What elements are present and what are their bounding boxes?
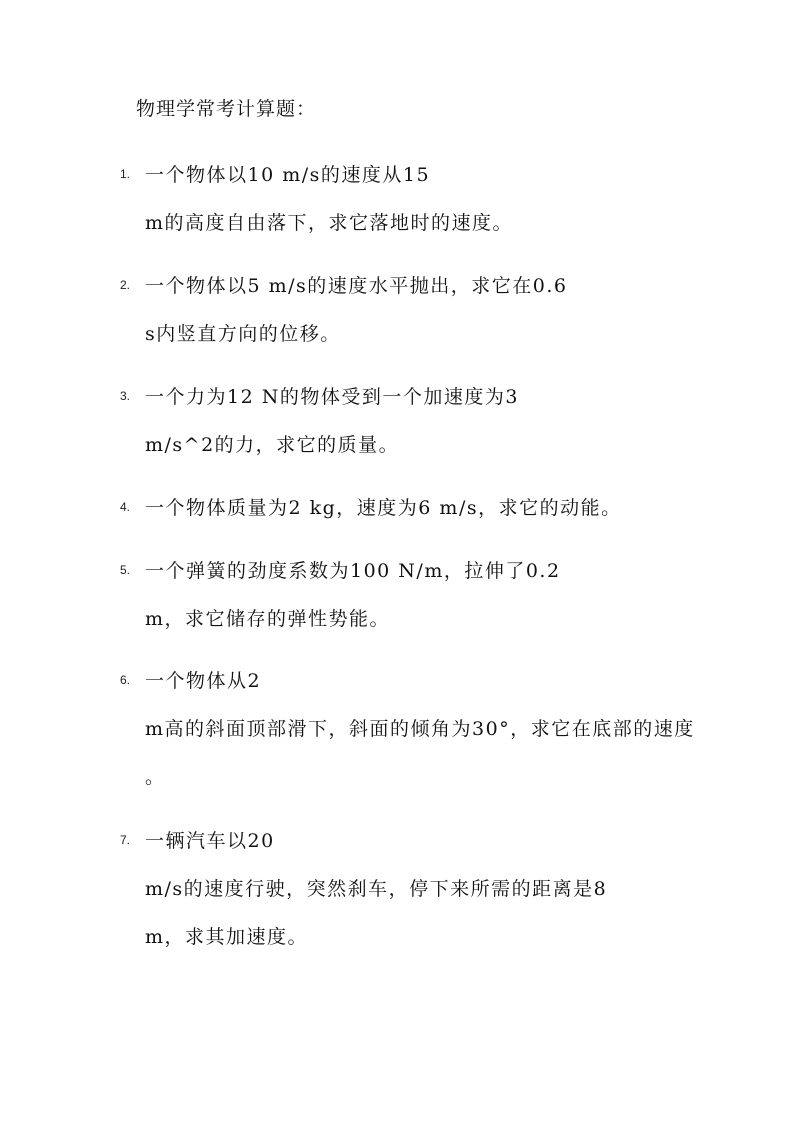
problem-number: 4.	[120, 500, 131, 514]
problem-line: m，求它储存的弹性势能。	[145, 608, 391, 630]
problem-line: m/s^2的力，求它的质量。	[145, 434, 400, 456]
problem-line: m/s的速度行驶，突然刹车，停下来所需的距离是8	[145, 878, 608, 900]
problem-number: 3.	[120, 389, 131, 403]
problem-line: 一个物体质量为2 kg，速度为6 m/s，求它的动能。	[145, 497, 622, 519]
problem-number: 1.	[120, 167, 131, 181]
document-title: 物理学常考计算题：	[136, 98, 317, 120]
problem-line: 。	[145, 766, 166, 788]
problem-line: 一个物体以10 m/s的速度从15	[145, 164, 431, 186]
problem-number: 7.	[120, 833, 131, 847]
problem-line: m高的斜面顶部滑下，斜面的倾角为30°，求它在底部的速度	[145, 718, 695, 740]
problem-line: 一个物体以5 m/s的速度水平抛出，求它在0.6	[145, 275, 568, 297]
problem-number: 5.	[120, 563, 131, 577]
problem-line: 一个物体从2	[145, 670, 262, 692]
problem-line: 一辆汽车以20	[145, 830, 275, 852]
problem-line: 一个力为12 N的物体受到一个加速度为3	[145, 386, 519, 408]
problem-number: 2.	[120, 278, 131, 292]
problem-line: 一个弹簧的劲度系数为100 N/m，拉伸了0.2	[145, 560, 561, 582]
problem-line: m，求其加速度。	[145, 926, 309, 948]
problem-line: s内竖直方向的位移。	[145, 323, 341, 345]
problem-line: m的高度自由落下，求它落地时的速度。	[145, 212, 514, 234]
problem-number: 6.	[120, 673, 131, 687]
